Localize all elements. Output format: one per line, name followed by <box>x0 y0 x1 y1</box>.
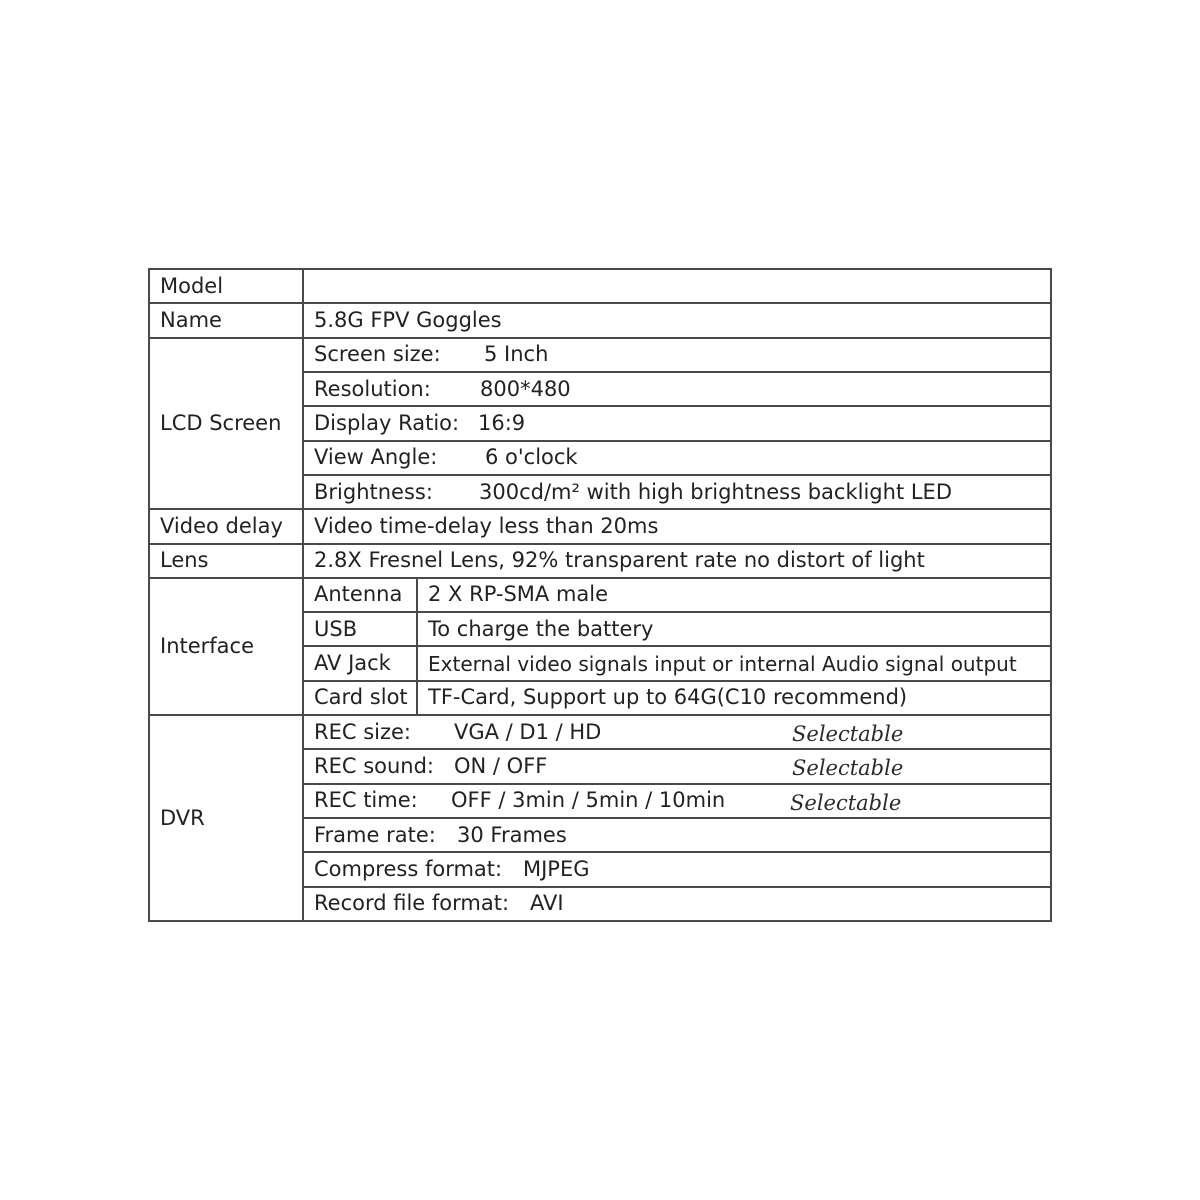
dvr-key: Compress format: <box>314 856 503 881</box>
row-lens <box>149 544 1051 578</box>
dvr-label: DVR <box>149 715 303 921</box>
name-value: 5.8G FPV Goggles <box>303 303 1051 337</box>
row-dvr-rec-size <box>149 715 1051 749</box>
dvr-key: REC size: <box>314 719 411 744</box>
lcd-key: Display Ratio: <box>314 410 460 435</box>
selectable-note: Selectable <box>792 756 904 781</box>
dvr-value: ON / OFF <box>454 754 548 779</box>
interface-key: USB <box>303 612 417 646</box>
dvr-key: REC sound: <box>314 754 435 779</box>
dvr-value: AVI <box>530 891 564 916</box>
row-name <box>149 303 1051 337</box>
interface-key: Card slot <box>303 681 417 715</box>
dvr-key: Record file format: <box>314 891 510 916</box>
model-label: Model <box>149 269 303 303</box>
lcd-key: Brightness: <box>314 479 433 504</box>
lcd-key: View Angle: <box>314 445 438 470</box>
lcd-value: 5 Inch <box>484 342 549 367</box>
interface-value: TF-Card, Support up to 64G(C10 recommend) <box>417 681 1051 715</box>
interface-value: 2 X RP-SMA male <box>417 578 1051 612</box>
lcd-value: 800*480 <box>480 376 571 401</box>
dvr-value: 30 Frames <box>457 822 567 847</box>
row-video-delay <box>149 509 1051 543</box>
lcd-value: 6 o'clock <box>485 445 578 470</box>
lcd-key: Screen size: <box>314 342 441 367</box>
lcd-label: LCD Screen <box>149 338 303 510</box>
dvr-value: OFF / 3min / 5min / 10min <box>451 788 726 813</box>
dvr-key: Frame rate: <box>314 822 436 847</box>
row-lcd-screen-size <box>149 338 1051 372</box>
interface-label: Interface <box>149 578 303 715</box>
row-interface-antenna <box>149 578 1051 612</box>
model-value <box>303 269 1051 303</box>
dvr-value: MJPEG <box>523 856 590 881</box>
selectable-note: Selectable <box>790 790 902 815</box>
interface-value: External video signals input or internal Audio signal output <box>417 646 1051 680</box>
video-delay-label: Video delay <box>149 509 303 543</box>
dvr-value: VGA / D1 / HD <box>454 719 602 744</box>
interface-key: AV Jack <box>303 646 417 680</box>
row-model <box>149 269 1051 303</box>
interface-key: Antenna <box>303 578 417 612</box>
video-delay-value: Video time-delay less than 20ms <box>303 509 1051 543</box>
dvr-key: REC time: <box>314 788 418 813</box>
lcd-key: Resolution: <box>314 376 431 401</box>
lcd-value: 16:9 <box>478 410 526 435</box>
lens-value: 2.8X Fresnel Lens, 92% transparent rate no distort of light <box>303 544 1051 578</box>
name-label: Name <box>149 303 303 337</box>
lcd-value: 300cd/m² with high brightness backlight LED <box>479 479 952 504</box>
spec-table <box>148 268 1052 922</box>
selectable-note: Selectable <box>792 722 904 747</box>
interface-value: To charge the battery <box>417 612 1051 646</box>
lens-label: Lens <box>149 544 303 578</box>
